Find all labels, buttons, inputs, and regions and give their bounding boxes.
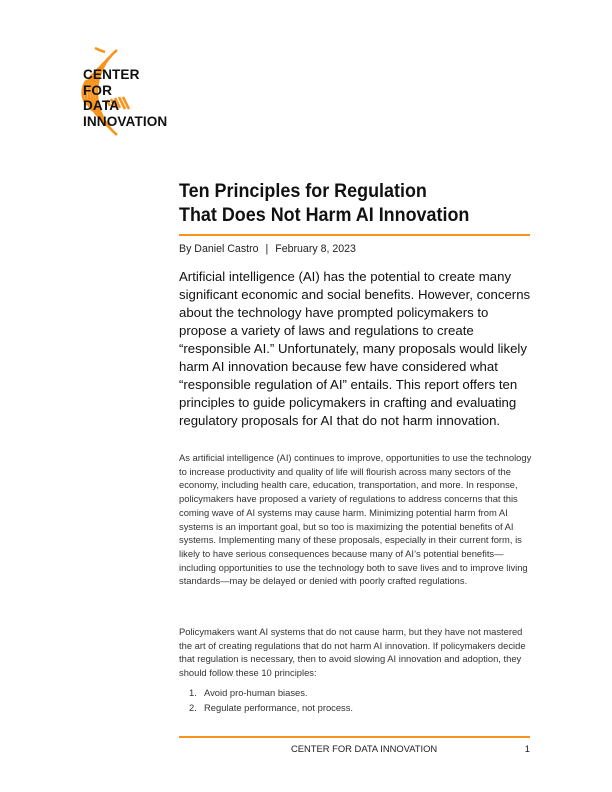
list-item-text: Avoid pro-human biases. <box>204 687 308 698</box>
logo-wordmark <box>83 67 167 129</box>
logo-line-4: INNOVATION <box>83 113 168 129</box>
intro-summary: Artificial intelligence (AI) has the potential to create many significant economic and social benefits. However, concerns about the technology have prompted policymakers to propose a variety of laws and regulations to create “responsible AI.” Unfortunately, many proposals would likely harm AI innovation because few have considered what “responsible regulation of AI” entails. This report offers ten principles to guide policymakers in crafting and evaluating regulatory proposals for AI that do not harm innovation. <box>179 269 531 428</box>
principles-list <box>189 685 529 715</box>
report-title <box>179 179 538 227</box>
byline <box>179 243 539 255</box>
footer-org-name: CENTER FOR DATA INNOVATION <box>291 743 438 754</box>
title-line-1: Ten Principles for Regulation <box>179 180 427 202</box>
list-item <box>189 685 529 700</box>
publish-date: February 8, 2023 <box>275 243 356 255</box>
author: By Daniel Castro <box>179 243 259 255</box>
body-paragraph-2: Policymakers want AI systems that do not cause harm, but they have not mastered the art of creating regulations that do not harm AI innovation. If policymakers decide that regulation is necessary, then to avoid slowing AI innovation and adoption, they should follow these 10 principles: <box>179 626 526 679</box>
footer-divider <box>179 736 530 738</box>
cdi-logo <box>47 40 187 140</box>
list-item-number: 1. <box>189 687 197 698</box>
body-paragraph-1: As artificial intelligence (AI) continues to improve, opportunities to use the technology to increase productivity and quality of life will flourish across many sectors of the economy, including health care, education, transportation, and more. In response, policymakers have proposed a variety of regulations to address concerns that this coming wave of AI systems may cause harm. Minimizing potential harm from AI systems is an important goal, but so too is maximizing the potential benefits of AI systems. Implementing many of these proposals, especially in their current form, is likely to have serious consequences because many of AI’s potential benefits—including opportunities to use the technology both to save lives and to improve living standards—may be delayed or denied with poorly crafted regulations. <box>179 452 532 587</box>
list-item-text: Regulate performance, not process. <box>204 702 354 713</box>
list-item <box>189 700 529 715</box>
page-number: 1 <box>524 743 530 754</box>
title-divider <box>179 234 530 236</box>
logo-line-3: DATA <box>83 98 120 113</box>
logo-line-1: CENTER <box>83 67 140 82</box>
logo-line-2: FOR <box>83 82 112 98</box>
byline-separator: | <box>265 243 269 255</box>
title-line-2: That Does Not Harm AI Innovation <box>179 204 470 226</box>
list-item-number: 2. <box>189 702 197 713</box>
